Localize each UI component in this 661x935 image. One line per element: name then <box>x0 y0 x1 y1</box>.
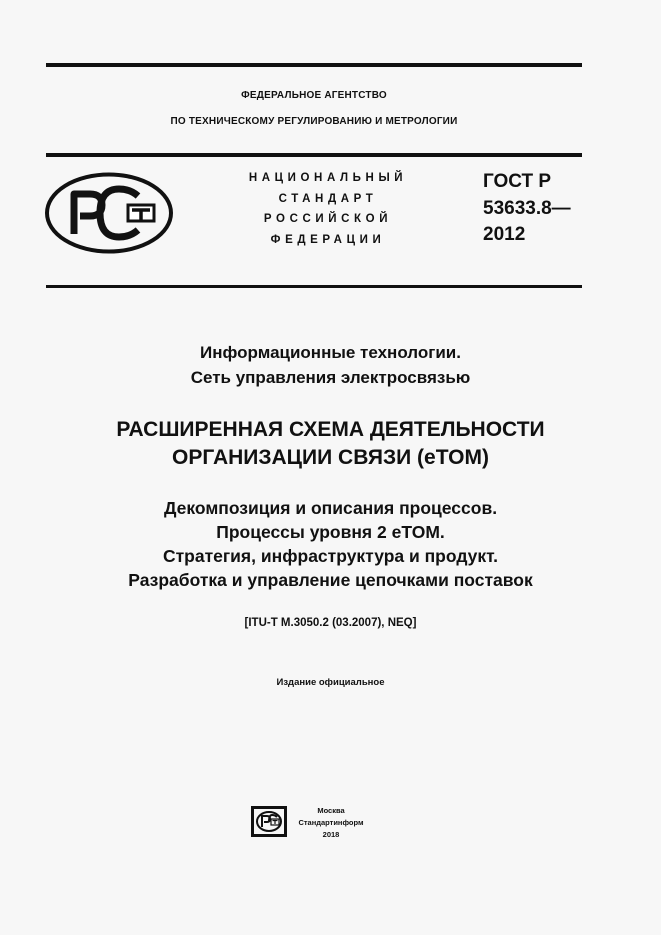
publisher-name: Стандартинформ <box>298 818 364 827</box>
rst-certification-mark-icon <box>44 172 174 254</box>
top-rule <box>46 63 582 67</box>
description-line-1: Декомпозиция и описания процессов. <box>163 498 498 518</box>
gost-year: 2012 <box>483 224 526 245</box>
national-standard-line-2: СТАНДАРТ <box>278 193 378 205</box>
gost-number: 53633.8— <box>483 198 571 219</box>
main-title-line-1: РАСШИРЕННАЯ СХЕМА ДЕЯТЕЛЬНОСТИ <box>116 418 545 441</box>
publisher-city: Москва <box>317 806 345 815</box>
standard-block-rule <box>46 285 582 288</box>
main-title-line-2: ОРГАНИЗАЦИИ СВЯЗИ (eTOM) <box>172 446 489 469</box>
description-line-4: Разработка и управление цепочками поставок <box>128 570 533 590</box>
publisher-year: 2018 <box>322 830 340 839</box>
national-standard-line-4: ФЕДЕРАЦИИ <box>270 234 386 246</box>
agency-line-2: ПО ТЕХНИЧЕСКОМУ РЕГУЛИРОВАНИЮ И МЕТРОЛОГИИ <box>170 116 458 127</box>
national-standard-line-3: РОССИЙСКОЙ <box>263 213 393 225</box>
subtitle-line-1: Информационные технологии. <box>200 343 461 362</box>
itu-reference: [ITU-T M.3050.2 (03.2007), NEQ] <box>244 617 417 629</box>
description-line-3: Стратегия, инфраструктура и продукт. <box>162 546 499 566</box>
agency-line-1: ФЕДЕРАЛЬНОЕ АГЕНТСТВО <box>241 90 387 101</box>
national-standard-line-1: НАЦИОНАЛЬНЫЙ <box>248 172 408 184</box>
description-line-2: Процессы уровня 2 eTOM. <box>216 522 445 542</box>
standartinform-logo-icon <box>250 805 288 838</box>
header-rule <box>46 153 582 157</box>
edition-note: Издание официальное <box>276 677 385 688</box>
gost-label: ГОСТ Р <box>483 171 552 192</box>
subtitle-line-2: Сеть управления электросвязью <box>190 368 471 387</box>
